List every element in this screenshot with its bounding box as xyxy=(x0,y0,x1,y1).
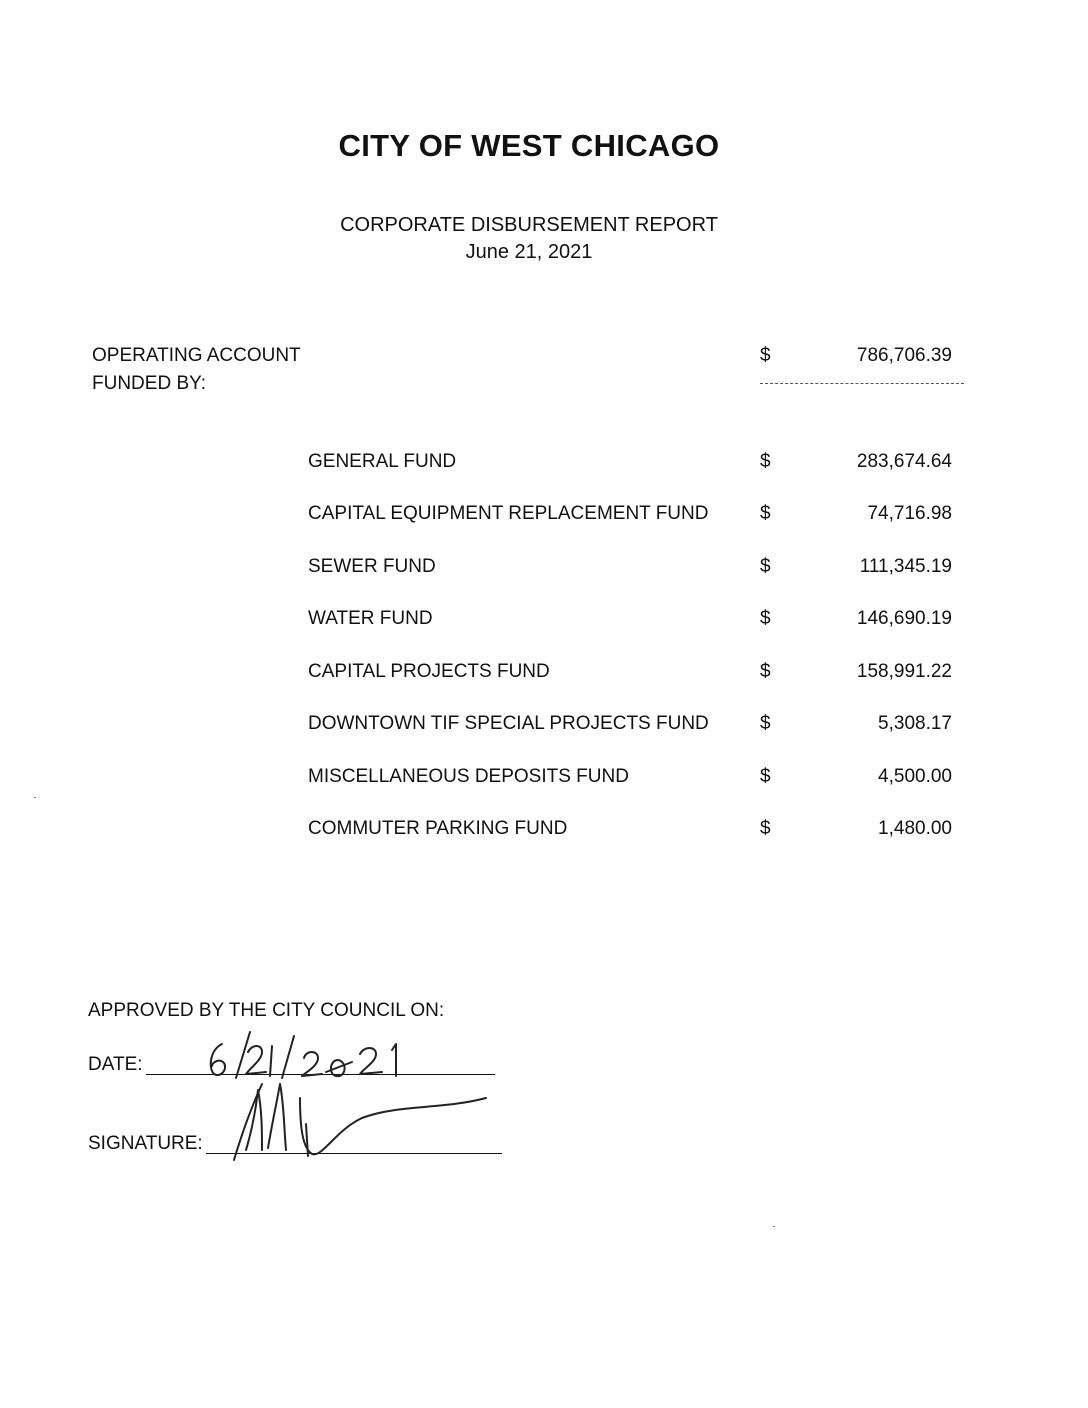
fund-currency: $ xyxy=(760,503,771,524)
fund-row xyxy=(0,661,1088,687)
fund-amount: 4,500.00 xyxy=(878,766,952,787)
fund-amount: 111,345.19 xyxy=(859,556,952,577)
total-divider xyxy=(760,383,964,384)
fund-amount: 5,308.17 xyxy=(878,713,952,734)
report-subtitle: CORPORATE DISBURSEMENT REPORT xyxy=(340,214,718,236)
fund-row xyxy=(0,556,1088,582)
fund-row xyxy=(0,608,1088,634)
fund-row xyxy=(0,766,1088,792)
page-title: CITY OF WEST CHICAGO xyxy=(338,128,720,163)
signature-label: SIGNATURE: xyxy=(88,1133,203,1154)
fund-row xyxy=(0,503,1088,529)
operating-currency: $ xyxy=(760,345,771,366)
fund-amount: 146,690.19 xyxy=(856,608,952,629)
fund-currency: $ xyxy=(760,451,771,472)
fund-row xyxy=(0,713,1088,739)
scan-speck xyxy=(773,1226,775,1227)
date-label: DATE: xyxy=(88,1054,143,1075)
approval-heading: APPROVED BY THE CITY COUNCIL ON: xyxy=(88,1000,445,1021)
fund-name: DOWNTOWN TIF SPECIAL PROJECTS FUND xyxy=(308,713,709,734)
report-subtitle-block xyxy=(0,212,1058,266)
fund-row xyxy=(0,818,1088,844)
fund-name: CAPITAL PROJECTS FUND xyxy=(308,661,550,682)
fund-name: GENERAL FUND xyxy=(308,451,457,472)
fund-amount: 74,716.98 xyxy=(867,503,952,524)
fund-amount: 158,991.22 xyxy=(856,661,952,682)
fund-currency: $ xyxy=(760,556,771,577)
operating-amount: 786,706.39 xyxy=(856,345,952,366)
fund-currency: $ xyxy=(760,766,771,787)
fund-row xyxy=(0,451,1088,477)
signature-line xyxy=(206,1153,502,1154)
fund-currency: $ xyxy=(760,661,771,682)
fund-name: CAPITAL EQUIPMENT REPLACEMENT FUND xyxy=(308,503,709,524)
fund-name: MISCELLANEOUS DEPOSITS FUND xyxy=(308,766,629,787)
funded-by-label: FUNDED BY: xyxy=(92,373,207,394)
fund-amount: 283,674.64 xyxy=(856,451,952,472)
fund-name: WATER FUND xyxy=(308,608,433,629)
report-date: June 21, 2021 xyxy=(465,241,593,263)
fund-currency: $ xyxy=(760,713,771,734)
fund-name: SEWER FUND xyxy=(308,556,436,577)
fund-currency: $ xyxy=(760,608,771,629)
fund-amount: 1,480.00 xyxy=(878,818,952,839)
handwritten-signature xyxy=(234,1084,486,1160)
operating-account-label: OPERATING ACCOUNT xyxy=(92,345,301,366)
scan-speck xyxy=(34,797,36,798)
fund-currency: $ xyxy=(760,818,771,839)
date-line xyxy=(146,1074,495,1075)
handwritten-date xyxy=(211,1032,396,1078)
fund-name: COMMUTER PARKING FUND xyxy=(308,818,568,839)
